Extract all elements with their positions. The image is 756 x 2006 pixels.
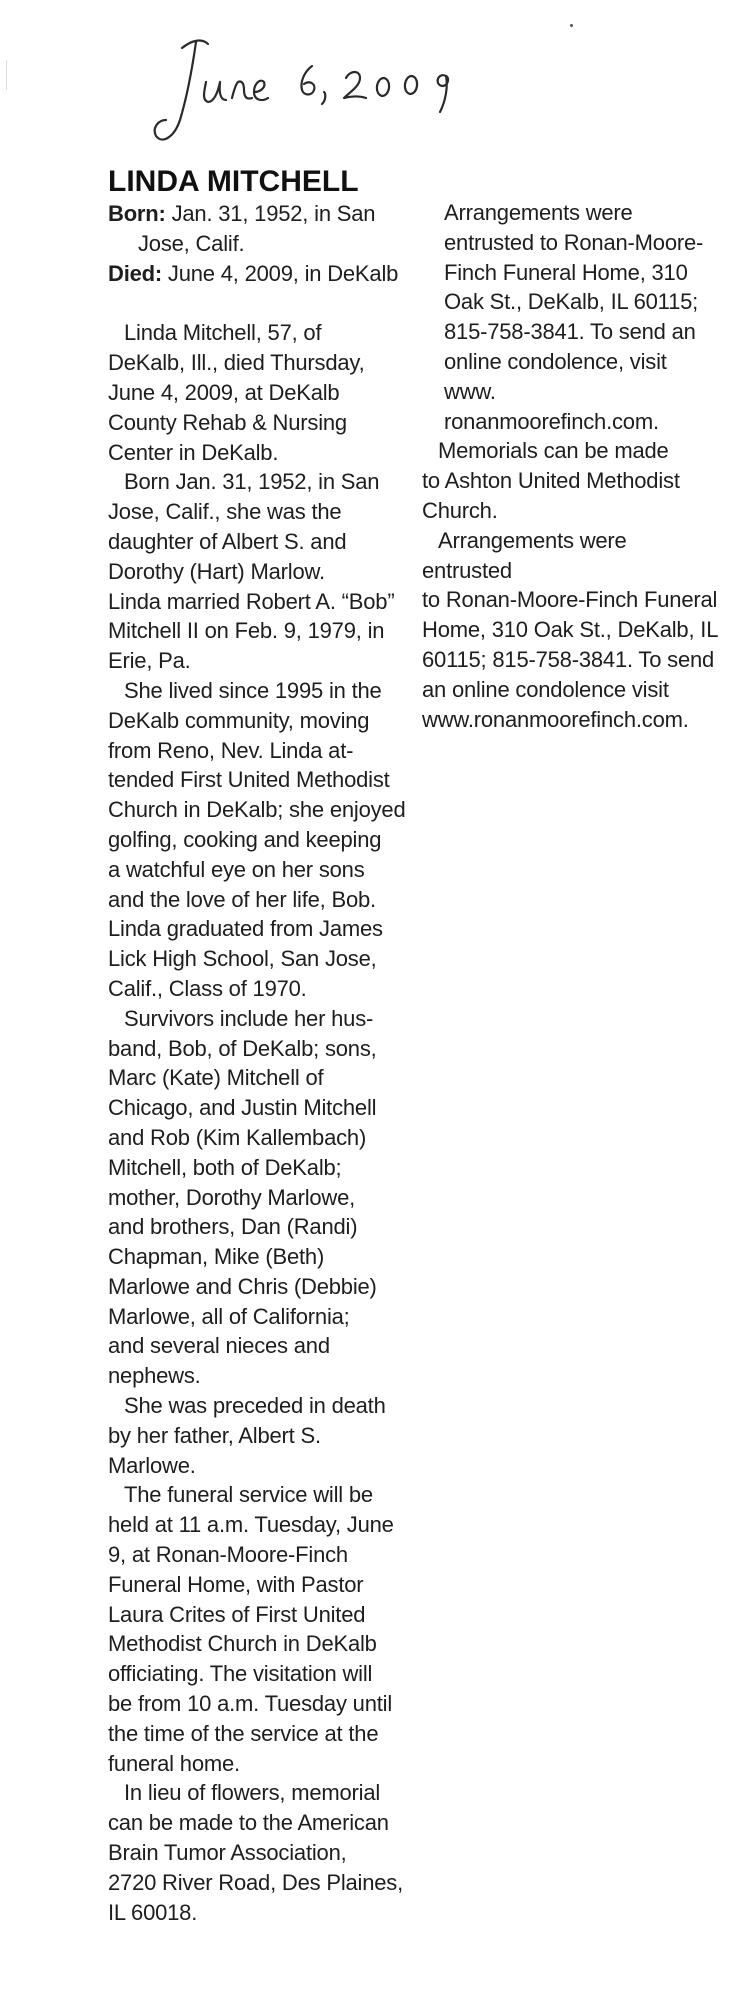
deceased-name: LINDA MITCHELL	[108, 165, 359, 198]
born-value: Jan. 31, 1952, in San	[165, 201, 376, 226]
died-label: Died:	[108, 260, 163, 286]
handwritten-date-drawing	[140, 20, 480, 160]
obituary-paragraph: In lieu of flowers, memorial can be made to the American Brain Tumor Association, 2720 River Road, Des Plaines, IL 60018.	[108, 1780, 404, 1925]
scan-speck	[570, 24, 573, 27]
obituary-right-column	[422, 198, 722, 734]
handwritten-date	[140, 20, 480, 160]
obituary-paragraph: She lived since 1995 in the DeKalb community, moving from Reno, Nev. Linda at- tended First United Methodist Church in DeKalb; she enjoyed golfing, cooking and keeping a watchful eye on her sons and the love of her life, Bob. Linda graduated from James Lick High School, San Jose, Calif., Class of 1970.	[108, 677, 406, 1001]
obituary-paragraph: Born Jan. 31, 1952, in San Jose, Calif., she was the daughter of Albert S. and Dorothy (Hart) Marlow. Linda married Robert A. “Bob” Mitchell II on Feb. 9, 1979, in Erie, Pa.	[108, 469, 395, 674]
obituary-paragraph: Survivors include her hus- band, Bob, of DeKalb; sons, Marc (Kate) Mitchell of Chicago, and Justin Mitchell and Rob (Kim Kallembach) Mitchell, both of DeKalb; mother, Dorothy Marlowe, and brothers, Dan (Randi) Chapman, Mike (Beth) Marlowe and Chris (Debbie) Marlowe, all of California; and several nieces and nephews.	[108, 1005, 377, 1389]
scan-edge-mark	[0, 60, 7, 90]
obituary-paragraph: She was preceded in death by her father, Albert S. Marlowe.	[108, 1393, 386, 1478]
born-label: Born:	[108, 201, 166, 226]
obituary-paragraph: The funeral service will be held at 11 a.m. Tuesday, June 9, at Ronan-Moore-Finch Funeral Home, with Pastor Laura Crites of First United Methodist Church in DeKalb officiating. The visitation will be from 10 a.m. Tuesday until the time of the service at the funeral home.	[108, 1482, 394, 1776]
arrangements-paragraph-repeat: Arrangements were entrusted to Ronan-Moore-Finch Funeral Home, 310 Oak St., DeKalb, IL 60115; 815-758-3841. To send an online condolence visit www.ronanmoorefinch.com.	[422, 527, 719, 732]
obituary-paragraph: Linda Mitchell, 57, of DeKalb, Ill., died Thursday, June 4, 2009, at DeKalb County Rehab & Nursing Center in DeKalb.	[108, 320, 365, 465]
obituary-left-column	[108, 165, 418, 1927]
arrangements-paragraph: Arrangements were entrusted to Ronan-Moore- Finch Funeral Home, 310 Oak St., DeKalb, IL 60115; 815-758-3841. To send an online condolence, visit www. ronanmoorefinch.com.	[444, 200, 704, 434]
died-value: June 4, 2009, in DeKalb	[162, 260, 399, 286]
memorials-paragraph: Memorials can be made to Ashton United Methodist Church.	[422, 438, 680, 523]
born-value-continued: Jose, Calif.	[138, 230, 245, 256]
born-line	[108, 199, 418, 229]
section-gap	[108, 288, 418, 318]
died-line	[108, 259, 418, 289]
